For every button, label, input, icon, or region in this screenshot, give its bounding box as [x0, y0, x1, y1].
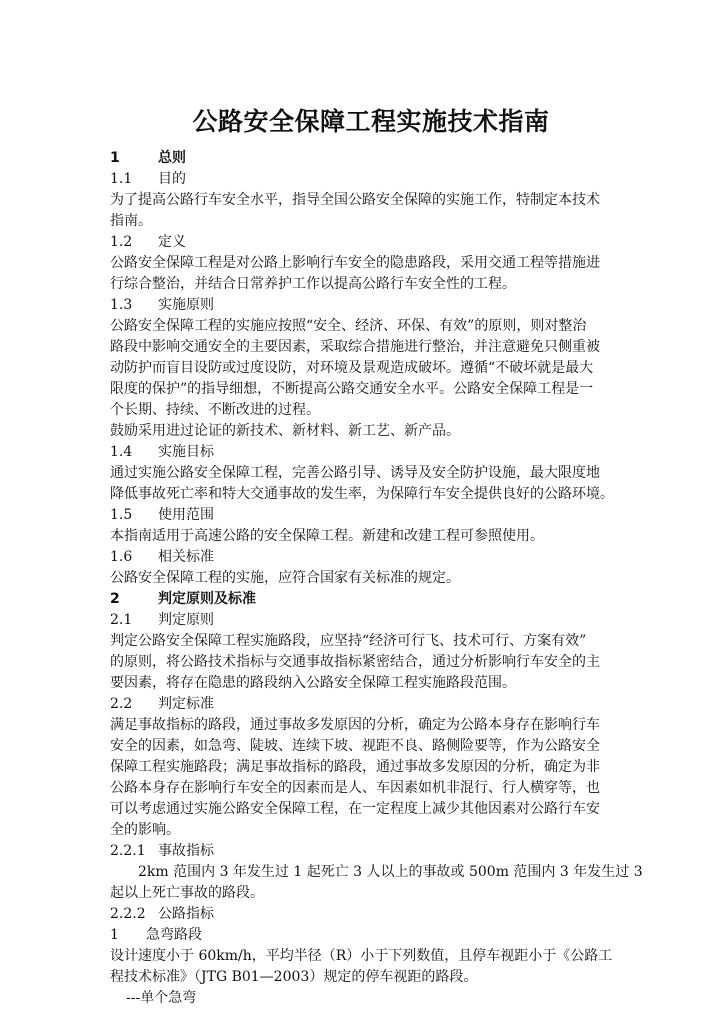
subsection-heading-1-4 [110, 442, 632, 463]
subsection-number: 2.1 [110, 612, 133, 628]
subsection-title: 实施目标 [158, 444, 214, 460]
paragraph-line: 程技术标准》（JTG B01—2003）规定的停车视距的路段。 [110, 969, 478, 985]
section-number: 1 [110, 150, 120, 166]
paragraph-line: 动防护而盲目设防或过度设防，对环境及景观造成破坏。遵循“不破坏就是最大 [110, 360, 594, 376]
paragraph-line: 保障工程实施路段；满足事故指标的路段，通过事故多发原因的分析，确定为非 [110, 759, 600, 775]
subsection-number: 1.5 [110, 507, 133, 523]
subsection-heading-2-2-2 [110, 904, 632, 925]
subsection-heading-2-2-1 [110, 841, 632, 862]
subsection-heading-1-3 [110, 295, 632, 316]
paragraph-line: 通过实施公路安全保障工程，完善公路引导、诱导及安全防护设施，最大限度地 [110, 465, 600, 481]
subsection-number: 1.2 [110, 234, 133, 250]
section-number: 2 [110, 591, 120, 607]
subsection-title: 实施原则 [158, 297, 214, 313]
subsection-heading-2-1 [110, 610, 632, 631]
subsection-number: 2.2 [110, 696, 133, 712]
section-title: 总则 [158, 150, 186, 166]
list-item-title: 急弯路段 [146, 927, 202, 943]
paragraph-line: 个长期、持续、不断改进的过程。 [110, 402, 320, 418]
paragraph-line: 路段中影响交通安全的主要因素，采取综合措施进行整治，并注意避免只侧重被 [110, 339, 600, 355]
paragraph-line: 限度的保护”的指导细想，不断提高公路交通安全水平。公路安全保障工程是一 [110, 381, 594, 397]
list-item-heading-1 [110, 925, 632, 946]
list-item-number: 1 [110, 927, 119, 943]
section-title: 判定原则及标准 [158, 591, 256, 607]
subsection-title: 目的 [158, 171, 186, 187]
paragraph-line: 公路本身存在影响行车安全的因素而是人、车因素如机非混行、行人横穿等，也 [110, 780, 600, 796]
subsection-number: 1.3 [110, 297, 133, 313]
subsection-number: 1.1 [110, 171, 133, 187]
subsection-heading-1-2 [110, 232, 632, 253]
section-heading-1 [110, 148, 632, 169]
sub-item: ---单个急弯 [126, 990, 197, 1006]
paragraph-line: 全的影响。 [110, 822, 180, 838]
subsection-number: 1.4 [110, 444, 133, 460]
subsection-title: 事故指标 [158, 843, 214, 859]
paragraph-line: 降低事故死亡率和特大交通事故的发生率，为保障行车安全提供良好的公路环境。 [110, 486, 614, 502]
subsection-title: 判定标准 [158, 696, 214, 712]
paragraph-line: 公路安全保障工程是对公路上影响行车安全的隐患路段，采用交通工程等措施进 [110, 255, 600, 271]
paragraph-line: 判定公路安全保障工程实施路段，应坚持“经济可行飞、技术可行、方案有效” [110, 633, 587, 649]
paragraph-line: 指南。 [110, 213, 152, 229]
paragraph-line: 要因素，将存在隐患的路段纳入公路安全保障工程实施路段范围。 [110, 675, 516, 691]
subsection-heading-2-2 [110, 694, 632, 715]
subsection-number: 2.2.1 [110, 843, 146, 859]
paragraph-line: 满足事故指标的路段，通过事故多发原因的分析，确定为公路本身存在影响行车 [110, 717, 600, 733]
paragraph-line: 本指南适用于高速公路的安全保障工程。新建和改建工程可参照使用。 [110, 528, 544, 544]
paragraph-line: 设计速度小于 60km/h，平均半径（R）小于下列数值，且停车视距小于《公路工 [110, 948, 613, 964]
subsection-number: 2.2.2 [110, 906, 146, 922]
paragraph-line: 行综合整治，并结合日常养护工作以提高公路行车安全性的工程。 [110, 276, 516, 292]
paragraph-line: 为了提高公路行车安全水平，指导全国公路安全保障的实施工作，特制定本技术 [110, 192, 600, 208]
subsection-title: 相关标准 [158, 549, 214, 565]
subsection-title: 公路指标 [158, 906, 214, 922]
document-title: 公路安全保障工程实施技术指南 [192, 107, 550, 136]
paragraph-line: 的原则，将公路技术指标与交通事故指标紧密结合，通过分析影响行车安全的主 [110, 654, 600, 670]
subsection-title: 定义 [158, 234, 186, 250]
subsection-heading-1-6 [110, 547, 632, 568]
subsection-heading-1-5 [110, 505, 632, 526]
subsection-title: 判定原则 [158, 612, 214, 628]
paragraph-line: 安全的因素，如急弯、陡坡、连续下坡、视距不良、路侧险要等，作为公路安全 [110, 738, 600, 754]
paragraph-line: 鼓励采用进过论证的新技术、新材料、新工艺、新产品。 [110, 423, 460, 439]
paragraph-line: 公路安全保障工程的实施，应符合国家有关标准的规定。 [110, 570, 460, 586]
subsection-number: 1.6 [110, 549, 133, 565]
paragraph-line: 起以上死亡事故的路段。 [110, 885, 264, 901]
paragraph-line: 2km 范围内 3 年发生过 1 起死亡 3 人以上的事故或 500m 范围内 3 年发生过 3 [138, 864, 643, 880]
subsection-heading-1-1 [110, 169, 632, 190]
subsection-title: 使用范围 [158, 507, 214, 523]
paragraph-line: 可以考虑通过实施公路安全保障工程，在一定程度上减少其他因素对公路行车安 [110, 801, 600, 817]
section-heading-2 [110, 589, 632, 610]
paragraph-line: 公路安全保障工程的实施应按照“安全、经济、环保、有效”的原则，则对整治 [110, 318, 587, 334]
